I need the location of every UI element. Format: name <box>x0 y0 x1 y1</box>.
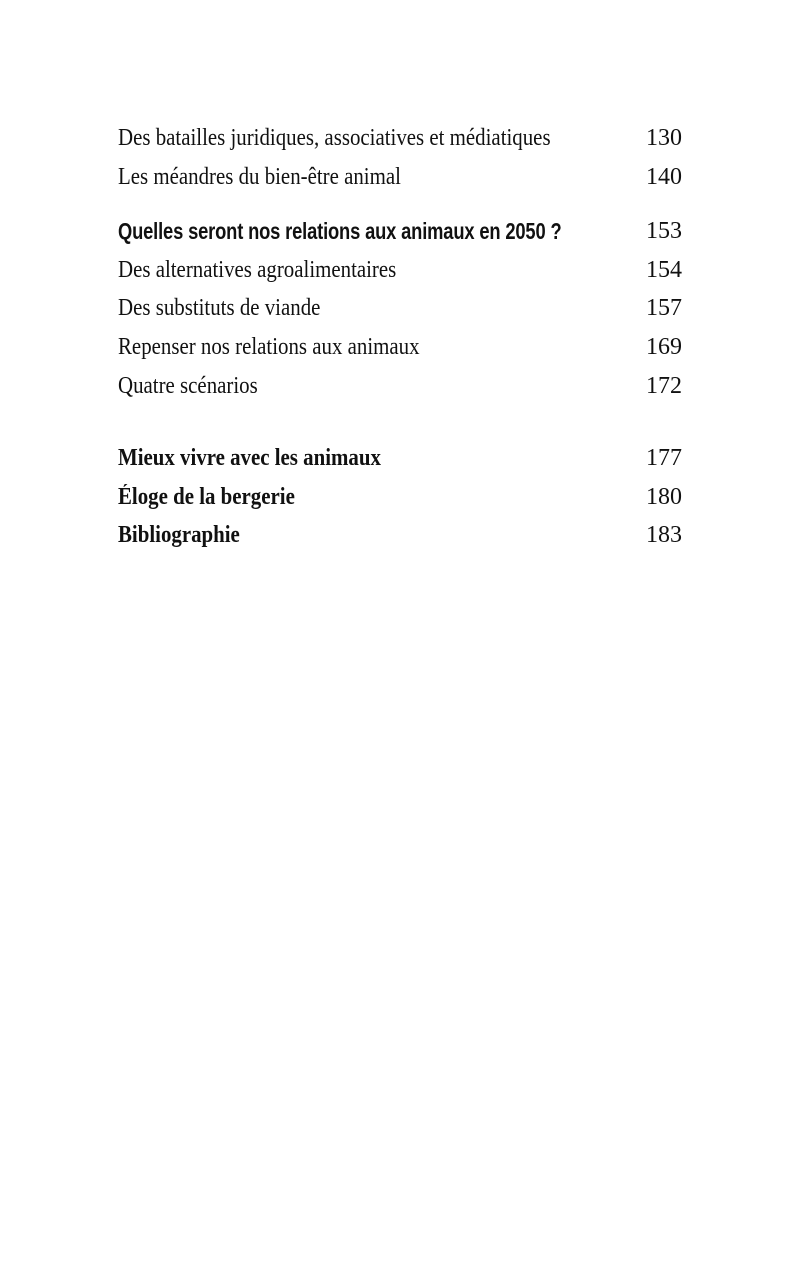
toc-entry <box>118 119 682 158</box>
toc-entry-label: Des batailles juridiques, associatives et médiatiques <box>118 125 551 151</box>
toc-entry <box>118 478 682 517</box>
toc-entry <box>118 328 682 367</box>
toc-entry <box>118 516 682 555</box>
toc-entry-page-number: 169 <box>646 333 682 360</box>
toc-entry-page-number: 172 <box>646 372 682 399</box>
toc-entry-page-number: 177 <box>646 445 682 472</box>
toc-entry <box>118 158 682 197</box>
toc-entry-label: Bibliographie <box>118 522 240 549</box>
toc-entry-label: Mieux vivre avec les animaux <box>118 445 381 472</box>
toc-entry <box>118 439 682 478</box>
toc-entry <box>118 367 682 406</box>
toc-entry-page-number: 157 <box>646 295 682 322</box>
toc-entry-page-number: 140 <box>646 163 682 190</box>
toc-entry-label: Quatre scénarios <box>118 372 258 399</box>
toc-entry <box>118 251 682 290</box>
toc-entry-label: Des alternatives agroalimentaires <box>118 256 397 283</box>
toc-entry-label: Repenser nos relations aux animaux <box>118 333 420 360</box>
toc-entry-label: Éloge de la bergerie <box>118 483 295 510</box>
toc-entry-page-number: 130 <box>646 125 682 151</box>
toc-entry <box>118 289 682 328</box>
table-of-contents <box>118 119 682 555</box>
toc-entry-page-number: 183 <box>646 522 682 549</box>
toc-entry-label: Des substituts de viande <box>118 295 321 322</box>
toc-entry-page-number: 154 <box>646 256 682 283</box>
toc-entry-page-number: 180 <box>646 483 682 510</box>
toc-entry-label: Les méandres du bien-être animal <box>118 163 401 190</box>
toc-entry <box>118 212 682 251</box>
toc-entry-label: Quelles seront nos relations aux animaux en 2050 ? <box>118 218 562 245</box>
toc-entry-page-number: 153 <box>646 218 682 245</box>
